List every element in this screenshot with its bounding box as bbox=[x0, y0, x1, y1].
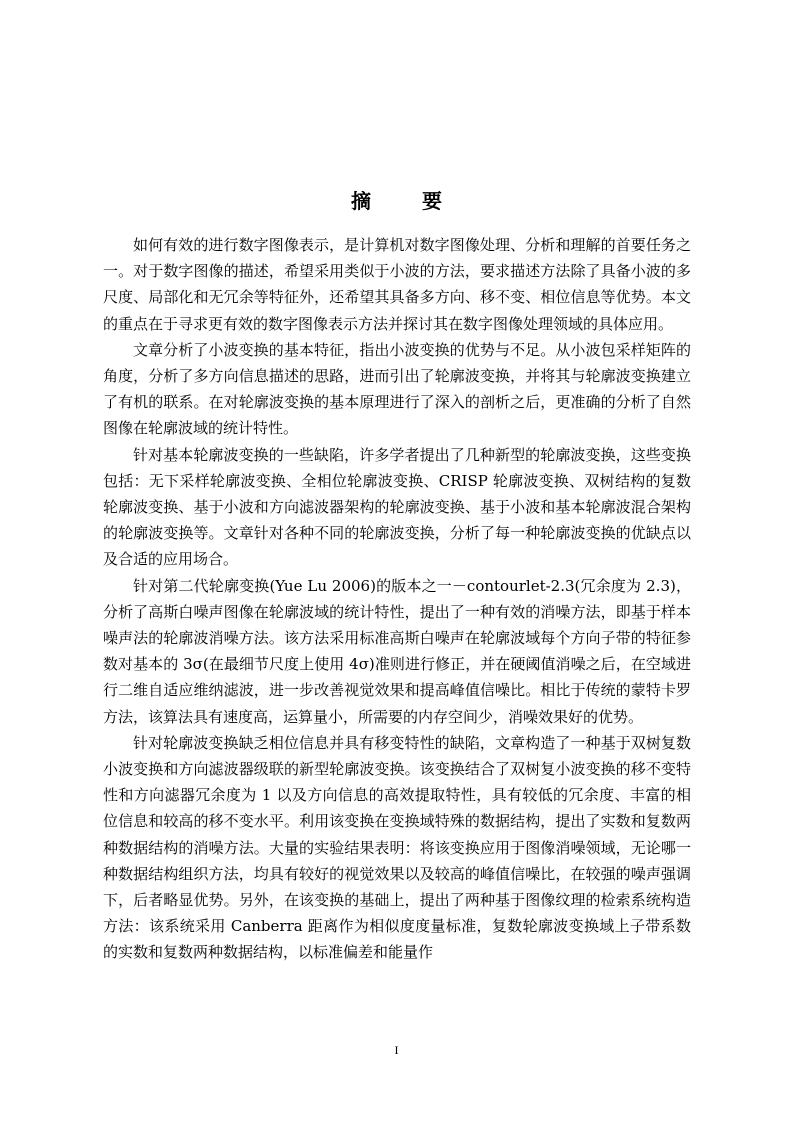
abstract-paragraph-4: 针对第二代轮廓变换(Yue Lu 2006)的版本之一－contourlet-2.3(冗余度为 2.3)，分析了高斯白噪声图像在轮廓波域的统计特性，提出了一种有效的消噪方法，即基于样本噪声法的轮廓波消噪方法。该方法采用标准高斯白噪声在轮廓波域每个方向子带的特征参数对基本的 3σ(在最细节尺度上使用 4σ)准则进行修正，并在硬阈值消噪之后，在空域进行二维自适应维纳滤波，进一步改善视觉效果和提高峰值信噪比。相比于传统的蒙特卡罗方法，该算法具有速度高，运算量小，所需要的内存空间少，消噪效果好的优势。 bbox=[103, 576, 691, 726]
abstract-paragraph-1: 如何有效的进行数字图像表示，是计算机对数字图像处理、分析和理解的首要任务之一。对于数字图像的描述，希望采用类似于小波的方法，要求描述方法除了具备小波的多尺度、局部化和无冗余等特征外，还希望其具备多方向、移不变、相位信息等优势。本文的重点在于寻求更有效的数字图像表示方法并探讨其在数字图像处理领域的具体应用。 bbox=[103, 236, 691, 333]
abstract-paragraph-5: 针对轮廓波变换缺乏相位信息并具有移变特性的缺陷，文章构造了一种基于双树复数小波变换和方向滤波器级联的新型轮廓波变换。该变换结合了双树复小波变换的移不变特性和方向滤器冗余度为 1 以及方向信息的高效提取特性，具有较低的冗余度、丰富的相位信息和较高的移不变水平。利用该变换在变换域特殊的数据结构，提出了实数和复数两种数据结构的消噪方法。大量的实验结果表明：将该变换应用于图像消噪领域，无论哪一种数据结构组织方法，均具有较好的视觉效果以及较高的峰值信噪比，在较强的噪声强调下，后者略显优势。另外，在该变换的基础上，提出了两种基于图像纹理的检索系统构造方法：该系统采用 Canberra 距离作为相似度度量标准，复数轮廓波变换域上子带系数的实数和复数两种数据结构，以标准偏差和能量作 bbox=[103, 733, 691, 962]
page-number: I bbox=[394, 1043, 399, 1057]
abstract-body bbox=[103, 232, 691, 966]
abstract-paragraph-3: 针对基本轮廓波变换的一些缺陷，许多学者提出了几种新型的轮廓波变换，这些变换包括：无下采样轮廓波变换、全相位轮廓波变换、CRISP 轮廓波变换、双树结构的复数轮廓波变换、基于小波和方向滤波器架构的轮廓波变换、基于小波和基本轮廓波混合架构的轮廓波变换等。文章针对各种不同的轮廓波变换，分析了每一种轮廓波变换的优缺点以及合适的应用场合。 bbox=[103, 445, 691, 569]
abstract-paragraph-2: 文章分析了小波变换的基本特征，指出小波变换的优势与不足。从小波包采样矩阵的角度，分析了多方向信息描述的思路，进而引出了轮廓波变换，并将其与轮廓波变换建立了有机的联系。在对轮廓波变换的基本原理进行了深入的剖析之后，更准确的分析了自然图像在轮廓波域的统计特性。 bbox=[103, 340, 691, 438]
abstract-title: 摘 要 bbox=[351, 189, 464, 213]
